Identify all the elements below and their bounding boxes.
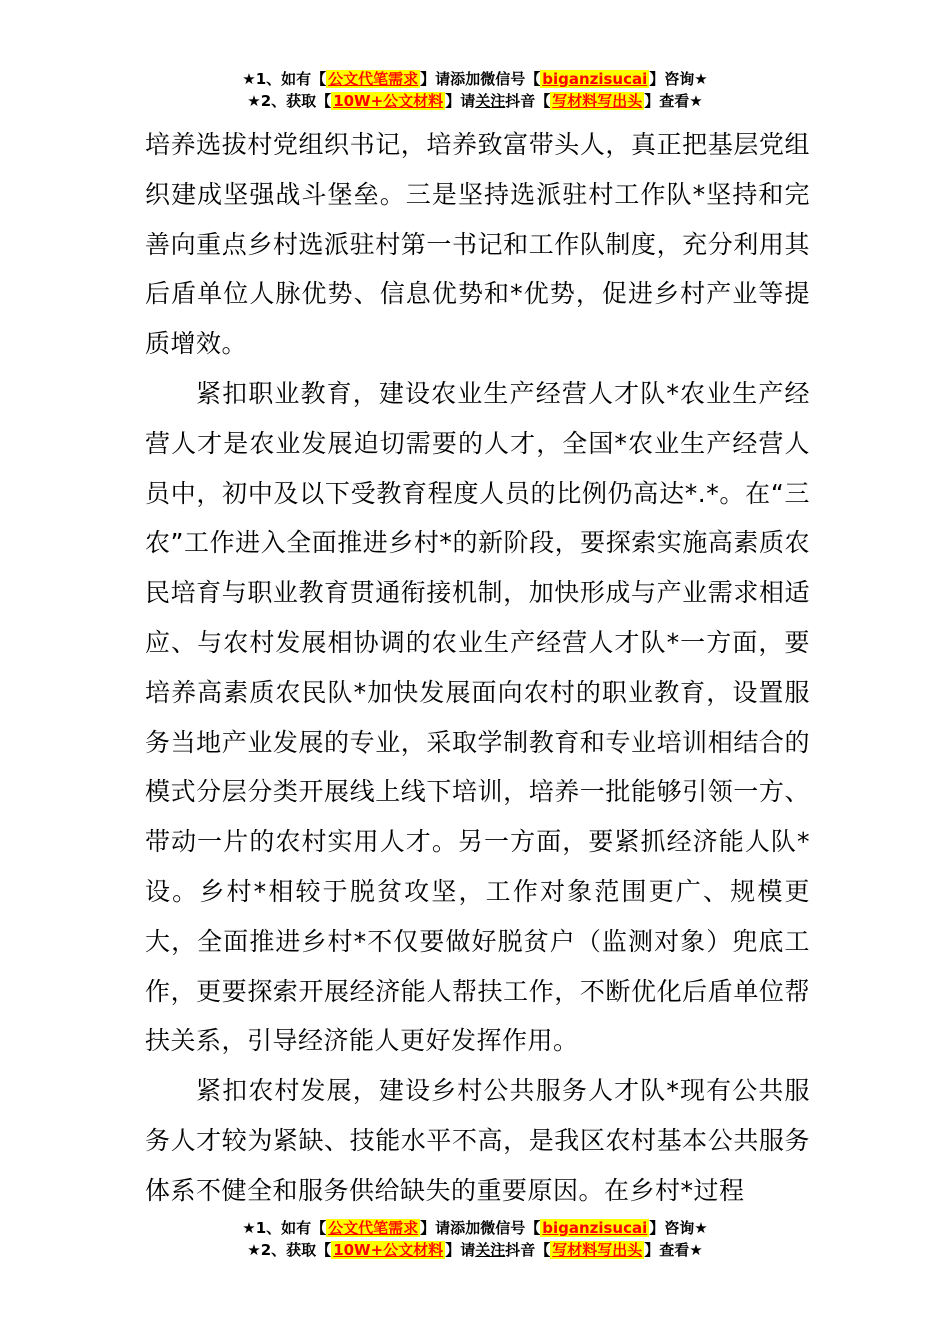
banner-text: 】查看★ xyxy=(644,1241,703,1259)
banner-text: 抖音【 xyxy=(505,92,551,110)
footer-banner xyxy=(0,1217,950,1261)
banner-emphasis: 加 xyxy=(465,1219,481,1237)
banner-highlight: 10W+公文材料 xyxy=(333,92,444,110)
banner-highlight: 公文代笔需求 xyxy=(328,1219,419,1237)
banner-text: ★1、如有【 xyxy=(242,1219,327,1237)
banner-text: 】咨询★ xyxy=(649,70,708,88)
banner-text: ★2、获取【 xyxy=(247,92,332,110)
banner-highlight: 公文代笔需求 xyxy=(328,70,419,88)
banner-emphasis: 关注 xyxy=(475,92,506,110)
banner-text: 微信号【 xyxy=(480,70,541,88)
banner-text: 】请添 xyxy=(420,70,466,88)
paragraph-3: 紧扣农村发展，建设乡村公共服务人才队*现有公共服务人才较为紧缺、技能水平不高，是我区农村基本公共服务体系不健全和服务供给缺失的重要原因。在乡村*过程 xyxy=(145,1076,810,1205)
banner-text: ★2、获取【 xyxy=(247,1241,332,1259)
banner-text: 】查看★ xyxy=(644,92,703,110)
paragraph-1: 培养选拔村党组织书记，培养致富带头人，真正把基层党组织建成坚强战斗堡垒。三是坚持选派驻村工作队*坚持和完善向重点乡村选派驻村第一书记和工作队制度，充分利用其后盾单位人脉优势、信息优势和*优势，促进乡村产业等提质增效。 xyxy=(145,130,810,359)
banner-highlight: 写材料写出头 xyxy=(552,92,643,110)
banner-text: 】咨询★ xyxy=(649,1219,708,1237)
banner-text: 】请 xyxy=(445,1241,476,1259)
banner-line-1 xyxy=(0,1217,950,1239)
banner-line-2 xyxy=(0,1239,950,1261)
banner-emphasis: 加 xyxy=(465,70,481,88)
banner-text: 】请 xyxy=(445,92,476,110)
banner-text: 】请添 xyxy=(420,1219,466,1237)
banner-emphasis: 关注 xyxy=(475,1241,506,1259)
banner-text: ★1、如有【 xyxy=(242,70,327,88)
banner-highlight: 10W+公文材料 xyxy=(333,1241,444,1259)
banner-highlight: biganzisucai xyxy=(542,70,648,88)
banner-text: 微信号【 xyxy=(480,1219,541,1237)
banner-line-1 xyxy=(0,68,950,90)
banner-highlight: biganzisucai xyxy=(542,1219,648,1237)
banner-highlight: 写材料写出头 xyxy=(552,1241,643,1259)
document-body xyxy=(145,120,810,1216)
paragraph-2: 紧扣职业教育，建设农业生产经营人才队*农业生产经营人才是农业发展迫切需要的人才，全国*农业生产经营人员中，初中及以下受教育程度人员的比例仍高达*.*。在“三农”工作进入全面推进乡村*的新阶段，要探索实施高素质农民培育与职业教育贯通衔接机制，加快形成与产业需求相适应、与农村发展相协调的农业生产经营人才队*一方面，要培养高素质农民队*加快发展面向农村的职业教育，设置服务当地产业发展的专业，采取学制教育和专业培训相结合的模式分层分类开展线上线下培训，培养一批能够引领一方、带动一片的农村实用人才。另一方面，要紧抓经济能人队*设。乡村*相较于脱贫攻坚，工作对象范围更广、规模更大，全面推进乡村*不仅要做好脱贫户（监测对象）兜底工作，更要探索开展经济能人帮扶工作，不断优化后盾单位帮扶关系，引导经济能人更好发挥作用。 xyxy=(145,378,810,1056)
banner-line-2 xyxy=(0,90,950,112)
banner-text: 抖音【 xyxy=(505,1241,551,1259)
header-banner xyxy=(0,68,950,112)
